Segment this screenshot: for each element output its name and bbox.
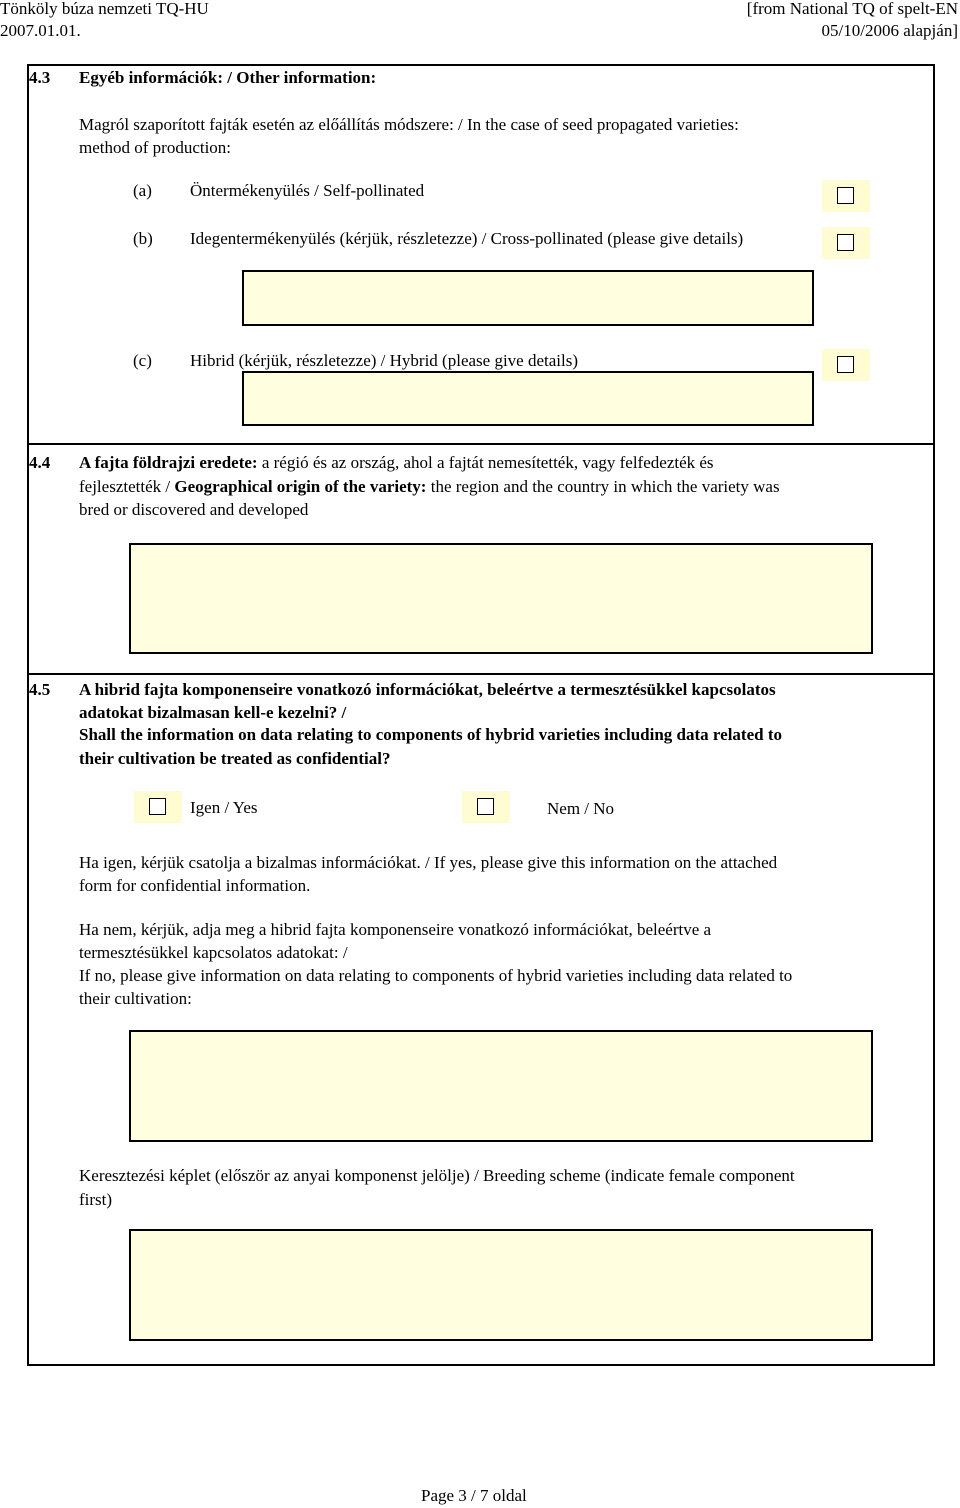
header-right-title: [from National TQ of spelt-EN: [746, 0, 958, 18]
section-divider: [27, 443, 933, 445]
if-yes-line2: form for confidential information.: [79, 876, 311, 895]
header-right-date: 05/10/2006 alapján]: [821, 21, 958, 40]
if-no-line4: their cultivation:: [79, 989, 192, 1008]
option-a-key: (a): [133, 181, 152, 200]
origin-text-b: the region and the country in which the variety was: [426, 477, 780, 496]
option-b-key: (b): [133, 229, 153, 248]
section-4-3-title: Egyéb információk: / Other information:: [79, 68, 377, 87]
section-4-4-number: 4.4: [29, 453, 51, 472]
breeding-scheme-line2: first): [79, 1190, 113, 1209]
option-a-label: Öntermékenyülés / Self-pollinated: [190, 181, 425, 200]
cross-pollinated-checkbox[interactable]: [822, 227, 870, 259]
confidential-question-line4: their cultivation be treated as confidential?: [79, 749, 391, 768]
section-4-4-line2: [79, 475, 780, 499]
confidential-no-checkbox[interactable]: [462, 791, 510, 823]
hybrid-details-field[interactable]: [242, 371, 814, 426]
if-no-line1: Ha nem, kérjük, adja meg a hibrid fajta komponenseire vonatkozó információkat, beleértve a: [79, 920, 712, 939]
section-4-3-intro-line2: method of production:: [79, 138, 232, 157]
breeding-scheme-field[interactable]: [129, 1229, 873, 1341]
self-pollinated-checkbox[interactable]: [822, 180, 870, 212]
if-yes-line1: Ha igen, kérjük csatolja a bizalmas információkat. / If yes, please give this information on the attached: [79, 853, 778, 872]
section-4-3-intro-line1: Magról szaporított fajták esetén az előállítás módszere: / In the case of seed propagated varieties:: [79, 115, 739, 134]
option-c-label: Hibrid (kérjük, részletezze) / Hybrid (please give details): [190, 351, 579, 370]
if-no-line2: termesztésükkel kapcsolatos adatokat: /: [79, 943, 348, 962]
section-4-4-line3: bred or discovered and developed: [79, 500, 309, 519]
section-4-3-number: 4.3: [29, 68, 51, 87]
header-left-title: Tönköly búza nemzeti TQ-HU: [0, 0, 209, 18]
cross-pollinated-details-field[interactable]: [242, 270, 814, 326]
hybrid-components-field[interactable]: [129, 1030, 873, 1142]
no-label: Nem / No: [547, 799, 615, 818]
confidential-question-line2: adatokat bizalmasan kell-e kezelni? /: [79, 703, 347, 722]
page-number: Page 3 / 7 oldal: [421, 1486, 527, 1505]
geographical-origin-field[interactable]: [129, 543, 873, 654]
confidential-question-line1: A hibrid fajta komponenseire vonatkozó információkat, beleértve a termesztésükkel kapcsolatos: [79, 680, 776, 699]
yes-label: Igen / Yes: [190, 798, 258, 817]
origin-heading-en: Geographical origin of the variety:: [174, 477, 427, 496]
origin-heading-hu: A fajta földrajzi eredete:: [79, 453, 258, 472]
origin-text-a: fejlesztették /: [79, 477, 175, 496]
header-left-date: 2007.01.01.: [0, 21, 81, 40]
breeding-scheme-line1: Keresztezési képlet (először az anyai komponenst jelölje) / Breeding scheme (indicate female component: [79, 1166, 795, 1185]
section-4-4-line1: [79, 451, 714, 475]
option-c-key: (c): [133, 351, 152, 370]
origin-text-hu: a régió és az ország, ahol a fajtát nemesítették, vagy felfedezték és: [257, 453, 714, 472]
confidential-yes-checkbox[interactable]: [134, 791, 182, 823]
option-b-label: Idegentermékenyülés (kérjük, részletezze) / Cross-pollinated (please give details): [190, 229, 744, 248]
hybrid-checkbox[interactable]: [822, 349, 870, 381]
if-no-line3: If no, please give information on data relating to components of hybrid varieties including data related to: [79, 966, 793, 985]
section-4-5-number: 4.5: [29, 680, 51, 699]
confidential-question-line3: Shall the information on data relating to components of hybrid varieties including data related to: [79, 725, 783, 744]
section-divider-2: [27, 673, 933, 675]
